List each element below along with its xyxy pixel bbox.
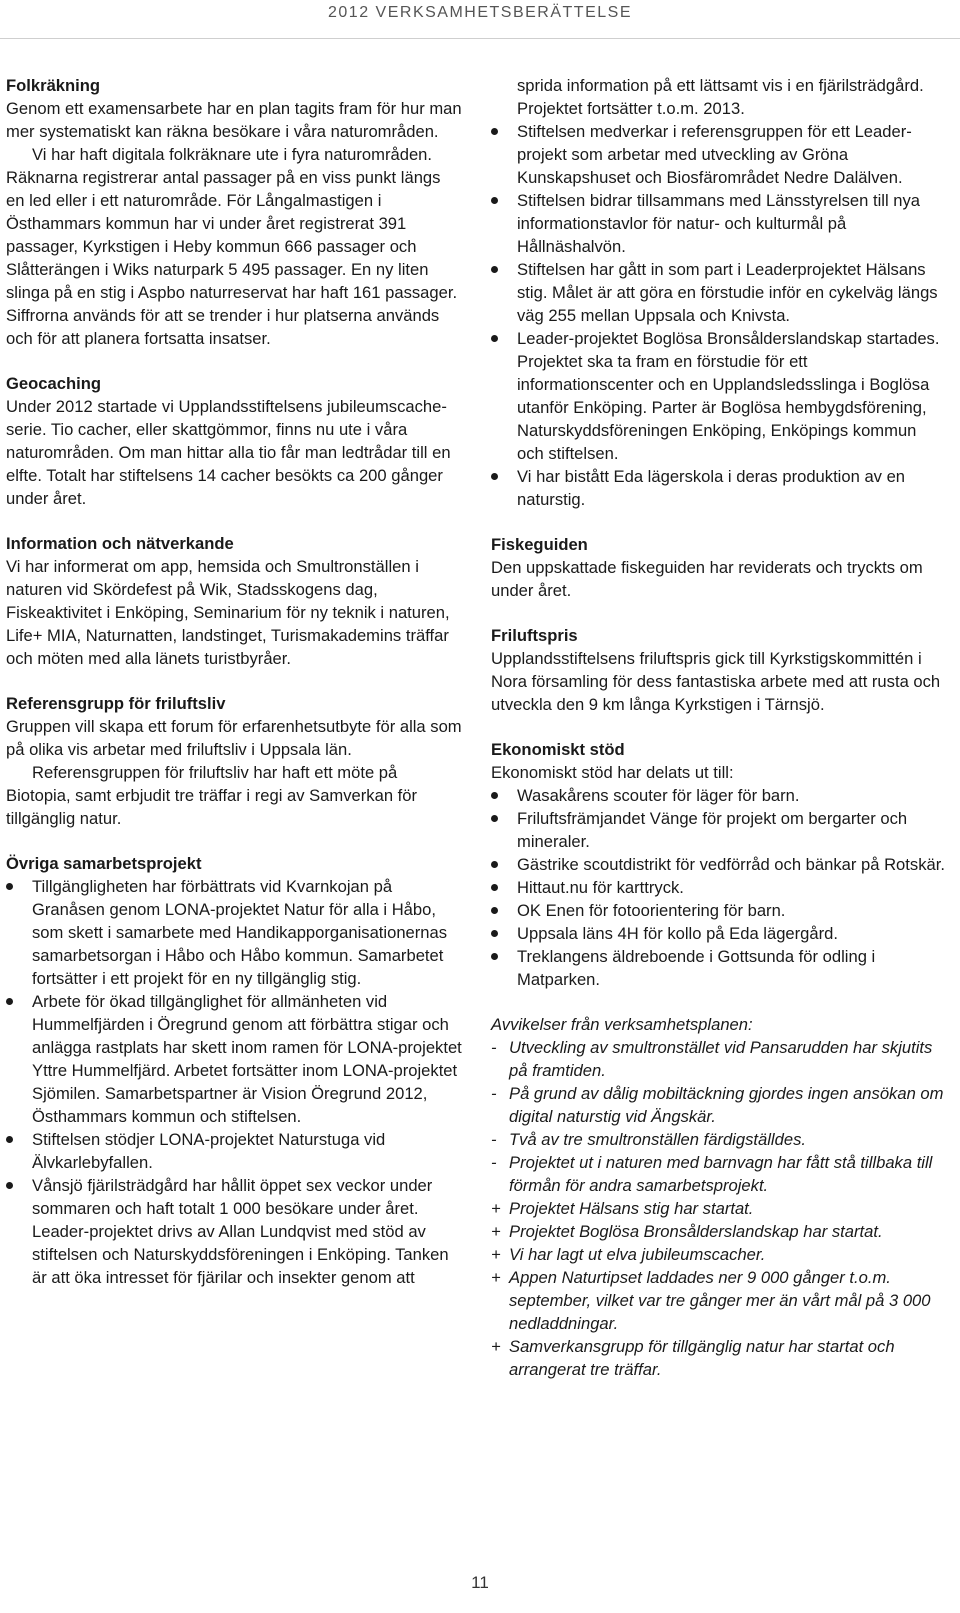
list-item: Stiftelsen medverkar i referensgruppen för ett Leader-projekt som arbetar med utveckling av Gröna Kunskapshuset och Biosfärområdet Nedre Dalälven. bbox=[491, 120, 947, 189]
section-fiskeguiden bbox=[491, 533, 947, 602]
body-paragraph: Vi har haft digitala folkräknare ute i fyra naturområden. Räknarna registrerar antal passager på en viss punkt längs en led eller i ett naturområde. För Långalmastigen i Östhammars kommun har vi under året registrerat 391 passager, Kyrkstigen i Heby kommun 666 passager och Slåtterängen i Wiks naturpark 5 495 passager. En ny liten slinga på en stig i Aspbo naturreservat har haft 161 passager. Siffrorna används för att se trender i hur platserna används och för att planera fortsatta insatser. bbox=[6, 145, 458, 348]
list-mark: - bbox=[491, 1084, 497, 1103]
section-ekonomiskt-stod bbox=[491, 738, 947, 991]
body-paragraph: sprida information på ett lättsamt vis i en fjärilsträdgård. Projektet fortsätter t.o.m. 2013. bbox=[517, 76, 924, 118]
list-item: Arbete för ökad tillgänglighet för allmänheten vid Hummelfjärden i Öregrund genom att förbättra stigar och anlägga rastplats har skett inom ramen för LONA-projektet Yttre Hummelfjärd. Arbetet fortsätter inom LONA-projektet Sjömilen. Samarbetspartner är Vision Öregrund 2012, Östhammars kommun och stiftelsen. bbox=[6, 990, 462, 1128]
section-heading: Övriga samarbetsprojekt bbox=[6, 854, 202, 873]
section-heading: Ekonomiskt stöd bbox=[491, 740, 625, 759]
list-item bbox=[491, 1243, 947, 1266]
list-item bbox=[491, 1036, 947, 1082]
right-column bbox=[491, 74, 947, 1403]
list-item-text: Utveckling av smultronstället vid Pansarudden har skjutits på framtiden. bbox=[509, 1038, 933, 1080]
section-folkrakning bbox=[6, 74, 462, 350]
list-item-text: Projektet ut i naturen med barnvagn har fått stå tillbaka till förmån för andra samarbetsprojekt. bbox=[509, 1153, 933, 1195]
list-item: Vånsjö fjärilsträdgård har hållit öppet sex veckor under sommaren och haft totalt 1 000 besökare under året. Leader-projektet drivs av Allan Lundqvist med stöd av stiftelsen och Naturskyddsföreningen i Enköping. Tanken är att öka intresset för fjärilar och insekter genom att bbox=[6, 1174, 462, 1289]
section-geocaching bbox=[6, 372, 462, 510]
body-paragraph: Referensgruppen för friluftsliv har haft ett möte på Biotopia, samt erbjudit tre träffar i regi av Samverkan för tillgänglig natur. bbox=[6, 763, 418, 828]
header-divider bbox=[0, 38, 960, 39]
deviation-list bbox=[491, 1036, 947, 1381]
list-item: Stiftelsen har gått in som part i Leaderprojektet Hälsans stig. Målet är att göra en förstudie inför en cykelväg längs väg 255 mellan Uppsala och Knivsta. bbox=[491, 258, 947, 327]
section-heading: Friluftspris bbox=[491, 626, 578, 645]
list-item-text: Två av tre smultronställen färdigställdes. bbox=[509, 1130, 806, 1149]
section-friluftspris bbox=[491, 624, 947, 716]
bullet-list bbox=[491, 784, 947, 991]
left-column bbox=[6, 74, 462, 1311]
list-item: Vi har bistått Eda lägerskola i deras produktion av en naturstig. bbox=[491, 465, 947, 511]
list-item: Stiftelsen bidrar tillsammans med Länsstyrelsen till nya informationstavlor för natur- och kulturmål på Hållnäshalvön. bbox=[491, 189, 947, 258]
list-mark: - bbox=[491, 1130, 497, 1149]
list-item bbox=[491, 1335, 947, 1381]
list-item bbox=[491, 1128, 947, 1151]
list-item: Hittaut.nu för karttryck. bbox=[491, 876, 947, 899]
section-continuation bbox=[491, 74, 947, 511]
list-item: Gästrike scoutdistrikt för vedförråd och bänkar på Rotskär. bbox=[491, 853, 947, 876]
body-paragraph: Vi har informerat om app, hemsida och Smultronställen i naturen vid Skördefest på Wik, Stadsskogens dag, Fiskeaktivitet i Enköping, Seminarium för ny teknik i naturen, Life+ MIA, Naturnatten, landstinget, Turismakademins träffar och möten med alla länets turistbyråer. bbox=[6, 557, 450, 668]
section-heading: Fiskeguiden bbox=[491, 535, 588, 554]
list-mark: + bbox=[491, 1337, 501, 1356]
list-item-text: Samverkansgrupp för tillgänglig natur har startat och arrangerat tre träffar. bbox=[509, 1337, 895, 1379]
list-item: Stiftelsen stödjer LONA-projektet Naturstuga vid Älvkarlebyfallen. bbox=[6, 1128, 462, 1174]
list-item bbox=[491, 1220, 947, 1243]
list-item: Uppsala läns 4H för kollo på Eda lägergård. bbox=[491, 922, 947, 945]
list-item: Treklangens äldreboende i Gottsunda för odling i Matparken. bbox=[491, 945, 947, 991]
bullet-list bbox=[6, 875, 462, 1289]
list-item bbox=[491, 1082, 947, 1128]
list-item: Wasakårens scouter för läger för barn. bbox=[491, 784, 947, 807]
list-item-text: På grund av dålig mobiltäckning gjordes ingen ansökan om digital naturstig vid Ängskär. bbox=[509, 1084, 944, 1126]
bullet-list bbox=[491, 120, 947, 511]
list-item bbox=[491, 1197, 947, 1220]
list-item bbox=[491, 1266, 947, 1335]
list-item-text: Projektet Hälsans stig har startat. bbox=[509, 1199, 754, 1218]
list-item: OK Enen för fotoorientering för barn. bbox=[491, 899, 947, 922]
section-heading: Referensgrupp för friluftsliv bbox=[6, 694, 226, 713]
body-paragraph: Ekonomiskt stöd har delats ut till: bbox=[491, 763, 734, 782]
page-number: 11 bbox=[471, 1573, 489, 1592]
list-mark: + bbox=[491, 1199, 501, 1218]
section-referensgrupp bbox=[6, 692, 462, 830]
body-paragraph: Upplandsstiftelsens friluftspris gick till Kyrkstigskommittén i Nora församling för dess fantastiska arbete med att rusta och utveckla den 9 km långa Kyrkstigen i Tärnsjö. bbox=[491, 649, 941, 714]
list-item-text: Appen Naturtipset laddades ner 9 000 gånger t.o.m. september, vilket var tre gånger mer än vårt mål på 3 000 nedladdningar. bbox=[509, 1268, 931, 1333]
list-mark: + bbox=[491, 1268, 501, 1287]
section-heading: Folkräkning bbox=[6, 76, 101, 95]
section-heading: Avvikelser från verksamhetsplanen: bbox=[491, 1015, 753, 1034]
section-heading: Information och nätverkande bbox=[6, 534, 234, 553]
body-paragraph: Gruppen vill skapa ett forum för erfarenhetsutbyte för alla som på olika vis arbetar med friluftsliv i Uppsala län. bbox=[6, 717, 462, 759]
list-item bbox=[491, 1151, 947, 1197]
body-paragraph: Genom ett examensarbete har en plan tagits fram för hur man mer systematiskt kan räkna besökare i våra naturområden. bbox=[6, 99, 462, 141]
section-avvikelser bbox=[491, 1013, 947, 1381]
list-item: Friluftsfrämjandet Vänge för projekt om bergarter och mineraler. bbox=[491, 807, 947, 853]
list-item: Tillgängligheten har förbättrats vid Kvarnkojan på Granåsen genom LONA-projektet Natur för alla i Håbo, som skett i samarbete med Handikapporganisationernas samarbetsorgan i Håbo och Håbo kommun. Samarbetet fortsätter i ett projekt för en ny tillgänglig stig. bbox=[6, 875, 462, 990]
section-ovriga bbox=[6, 852, 462, 1289]
list-mark: + bbox=[491, 1245, 501, 1264]
section-information bbox=[6, 532, 462, 670]
list-item-text: Vi har lagt ut elva jubileumscacher. bbox=[509, 1245, 766, 1264]
body-paragraph: Den uppskattade fiskeguiden har reviderats och tryckts om under året. bbox=[491, 558, 923, 600]
list-mark: - bbox=[491, 1153, 497, 1172]
list-item-text: Projektet Boglösa Bronsålderslandskap har startat. bbox=[509, 1222, 883, 1241]
section-heading: Geocaching bbox=[6, 374, 101, 393]
list-mark: + bbox=[491, 1222, 501, 1241]
list-mark: - bbox=[491, 1038, 497, 1057]
page-header: 2012 VERKSAMHETSBERÄTTELSE bbox=[328, 4, 632, 21]
body-paragraph: Under 2012 startade vi Upplandsstiftelsens jubileumscache-serie. Tio cacher, eller skattgömmor, finns nu ute i våra naturområden. Om man hittar alla tio får man ledtrådar till en elfte. Totalt har stiftelsens 14 cacher besökts ca 200 gånger under året. bbox=[6, 397, 451, 508]
list-item: Leader-projektet Boglösa Bronsålderslandskap startades. Projektet ska ta fram en förstudie för ett informationscenter och en Upplandsledsslinga i Boglösa utanför Enköping. Parter är Boglösa hembygdsförening, Naturskyddsföreningen Enköping, Enköpings kommun och stiftelsen. bbox=[491, 327, 947, 465]
